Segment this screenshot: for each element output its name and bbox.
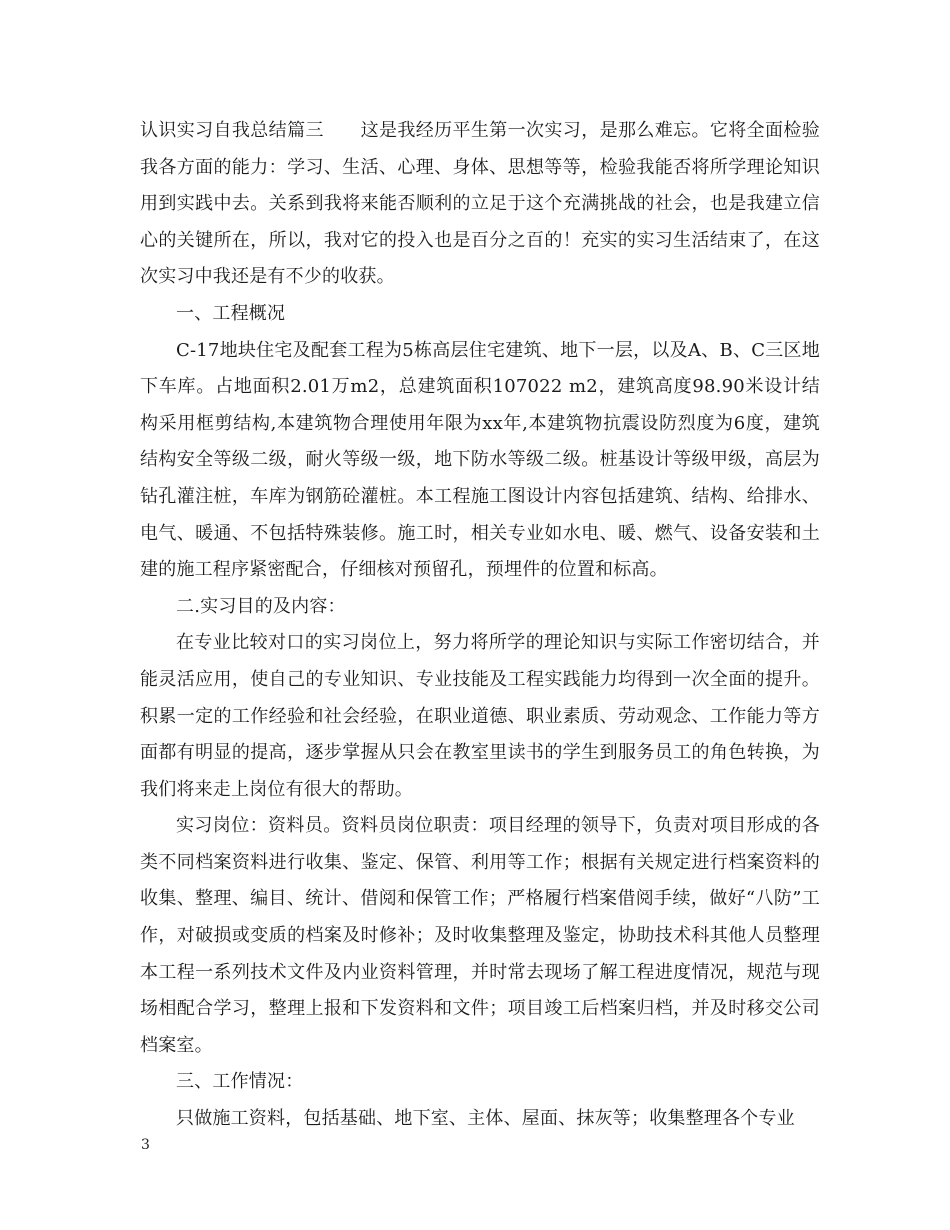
document-body [140,113,820,1138]
paragraph-intro: 认识实习自我总结篇三 这是我经历平生第一次实习，是那么难忘。它将全面检验我各方面的能力：学习、生活、心理、身体、思想等等，检验我能否将所学理论知识用到实践中去。关系到我将来能否顺利的立足于这个充满挑战的社会，也是我建立信心的关键所在，所以，我对它的投入也是百分之百的！充实的实习生活结束了，在这次实习中我还是有不少的收获。 [140,120,820,288]
heading-project-overview: 一、工程概况 [176,302,286,324]
paragraph-internship-position: 实习岗位：资料员。资料员岗位职责：项目经理的领导下，负责对项目形成的各类不同档案资料进行收集、鉴定、保管、利用等工作；根据有关规定进行档案资料的收集、整理、编目、统计、借阅和保管工作；严格履行档案借阅手续，做好“八防”工作，对破损或变质的档案及时修补；及时收集整理及鉴定，协助技术科其他人员整理本工程一系列技术文件及内业资料管理，并时常去现场了解工程进度情况，规范与现场相配合学习，整理上报和下发资料和文件；项目竣工后档案归档，并及时移交公司档案室。 [140,815,820,1056]
heading-internship-purpose: 二.实习目的及内容： [176,595,346,617]
paragraph-internship-purpose: 在专业比较对口的实习岗位上，努力将所学的理论知识与实际工作密切结合，并能灵活应用，使自己的专业知识、专业技能及工程实践能力均得到一次全面的提升。积累一定的工作经验和社会经验，在职业道德、职业素质、劳动观念、工作能力等方面都有明显的提高，逐步掌握从只会在教室里读书的学生到服务员工的角色转换，为我们将来走上岗位有很大的帮助。 [140,632,820,800]
paragraph-project-overview: C-17地块住宅及配套工程为5栋高层住宅建筑、地下一层，以及A、B、C三区地下车库。占地面积2.01万m2，总建筑面积107022 m2，建筑高度98.90米设计结构采用框剪结构,本建筑物合理使用年限为xx年,本建筑物抗震设防烈度为6度，建筑结构安全等级二级，耐火等级一级，地下防水等级二级。桩基设计等级甲级，高层为钻孔灌注桩，车库为钢筋砼灌桩。本工程施工图设计内容包括建筑、结构、给排水、电气、暖通、不包括特殊装修。施工时，相关专业如水电、暖、燃气、设备安装和土建的施工程序紧密配合，仔细核对预留孔，预埋件的位置和标高。 [140,339,820,581]
heading-work-situation: 三、工作情况： [176,1071,304,1093]
paragraph-work-situation: 只做施工资料，包括基础、地下室、主体、屋面、抹灰等；收集整理各个专业 [176,1108,795,1130]
page-number: 3 [141,1137,150,1153]
